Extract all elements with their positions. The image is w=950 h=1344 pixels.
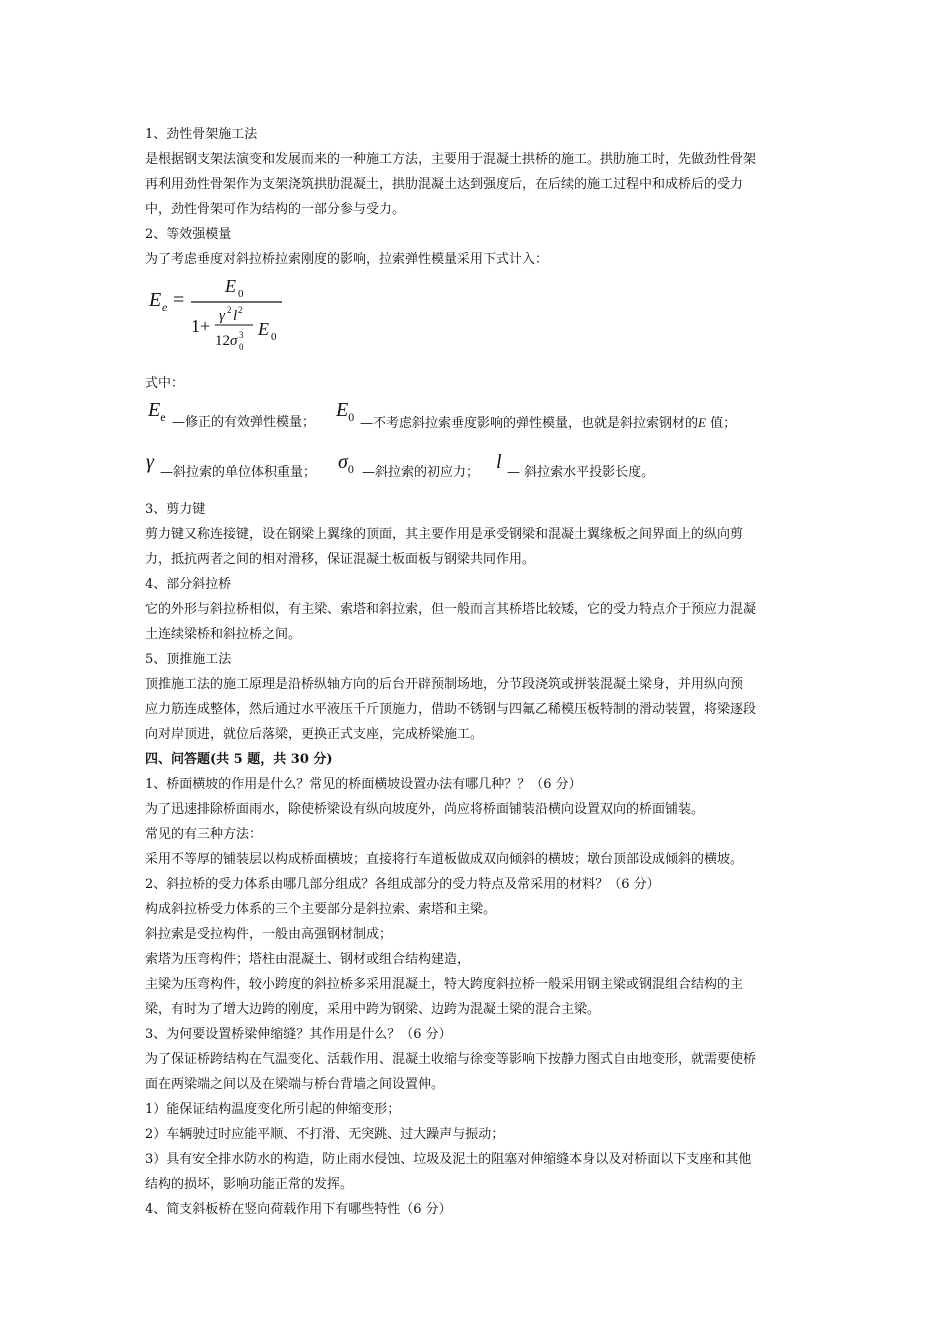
list-item: 2）车辆驶过时应能平顺、不打滑、无突跳、过大躁声与振动； bbox=[145, 1127, 505, 1142]
svg-text:e: e bbox=[162, 300, 168, 314]
svg-text:l: l bbox=[233, 308, 238, 324]
symbol-Ee: $E_e$ bbox=[148, 399, 166, 424]
svg-text:1+: 1+ bbox=[191, 316, 211, 336]
symbol-l: l bbox=[496, 451, 502, 473]
paragraph-line: 为了保证桥跨结构在气温变化、活载作用、混凝土收缩与徐变等影响下按静力图式自由地变形，就需要使桥 bbox=[145, 1052, 757, 1067]
svg-text:E: E bbox=[149, 289, 162, 311]
paragraph-line: 是根据钢支架法演变和发展而来的一种施工方法，主要用于混凝土拱桥的施工。拱肋施工时，先做劲性骨架 bbox=[145, 152, 757, 167]
definition-sigma0: —斜拉索的初应力； bbox=[362, 465, 480, 480]
paragraph-line: 土连续梁桥和斜拉桥之间。 bbox=[145, 627, 302, 642]
paragraph-line: 主梁为压弯构件，较小跨度的斜拉桥多采用混凝土，特大跨度斜拉桥一般采用钢主梁或钢混组合结构的主 bbox=[145, 977, 744, 992]
paragraph-line: 索塔为压弯构件；塔柱由混凝土、钢材或组合结构建造， bbox=[145, 952, 471, 967]
effective-modulus-formula bbox=[145, 272, 295, 362]
definition-Ee: —修正的有效弹性模量； bbox=[172, 415, 316, 430]
section-heading: 5、顶推施工法 bbox=[145, 652, 232, 667]
paragraph-line: 再利用劲性骨架作为支架浇筑拱肋混凝土，拱肋混凝土达到强度后，在后续的施工过程中和成桥后的受力 bbox=[145, 177, 744, 192]
definition-E0: —不考虑斜拉索垂度影响的弹性模量，也就是斜拉索钢材的E 值； bbox=[360, 415, 737, 431]
section-heading: 1、劲性骨架施工法 bbox=[145, 127, 258, 142]
section-heading: 3、剪力键 bbox=[145, 502, 206, 517]
question-line: 3、为何要设置桥梁伸缩缝？其作用是什么？（6 分） bbox=[145, 1027, 452, 1042]
svg-text:=: = bbox=[173, 289, 185, 311]
list-item: 3）具有安全排水防水的构造，防止雨水侵蚀、垃圾及泥土的阻塞对伸缩缝本身以及对桥面以下支座和其他 bbox=[145, 1152, 752, 1167]
paragraph-line: 斜拉索是受拉构件，一般由高强钢材制成； bbox=[145, 927, 393, 942]
svg-text:σ: σ bbox=[230, 333, 238, 349]
paragraph-line: 面在两梁端之间以及在梁端与桥台背墙之间设置伸。 bbox=[145, 1077, 445, 1092]
svg-text:E: E bbox=[258, 319, 269, 339]
part-heading: 四、问答题(共 5 题，共 30 分) bbox=[145, 752, 333, 767]
paragraph-line: 向对岸顶进，就位后落梁，更换正式支座，完成桥梁施工。 bbox=[145, 727, 484, 742]
svg-text:12: 12 bbox=[215, 333, 230, 349]
section-heading: 2、等效强模量 bbox=[145, 227, 232, 242]
list-item: 1）能保证结构温度变化所引起的伸缩变形； bbox=[145, 1102, 401, 1117]
question-line: 2、斜拉桥的受力体系由哪几部分组成？各组成部分的受力特点及常采用的材料？（6 分） bbox=[145, 877, 660, 892]
svg-text:2: 2 bbox=[238, 305, 243, 315]
question-line: 1、桥面横坡的作用是什么？常见的桥面横坡设置办法有哪几种？？（6 分） bbox=[145, 777, 582, 792]
paragraph-line: 顶推施工法的施工原理是沿桥纵轴方向的后台开辟预制场地，分节段浇筑或拼装混凝土梁身，并用纵向预 bbox=[145, 677, 744, 692]
paragraph-line: 常见的有三种方法： bbox=[145, 827, 263, 842]
definition-l: — 斜拉索水平投影长度。 bbox=[507, 465, 655, 480]
symbol-gamma: γ bbox=[146, 451, 154, 473]
paragraph-line: 式中： bbox=[145, 376, 185, 391]
definition-gamma: —斜拉索的单位体积重量； bbox=[160, 465, 317, 480]
paragraph-line: 结构的损坏，影响功能正常的发挥。 bbox=[145, 1177, 354, 1192]
symbol-sigma0: $\sigma_0$ bbox=[338, 451, 354, 476]
symbol-E0: $E_0$ bbox=[336, 399, 355, 424]
svg-text:E: E bbox=[225, 276, 236, 296]
paragraph-line: 中，劲性骨架可作为结构的一部分参与受力。 bbox=[145, 202, 406, 217]
section-heading: 4、部分斜拉桥 bbox=[145, 577, 232, 592]
paragraph-line: 采用不等厚的铺装层以构成桥面横坡；直接将行车道板做成双向倾斜的横坡；墩台顶部设成倾斜的横坡。 bbox=[145, 852, 744, 867]
question-line: 4、简支斜板桥在竖向荷载作用下有哪些特性（6 分） bbox=[145, 1202, 452, 1217]
svg-text:3: 3 bbox=[239, 330, 244, 340]
svg-text:0: 0 bbox=[238, 288, 244, 300]
paragraph-line: 它的外形与斜拉桥相似，有主梁、索塔和斜拉索，但一般而言其桥塔比较矮，它的受力特点介于预应力混凝 bbox=[145, 602, 757, 617]
paragraph-line: 力，抵抗两者之间的相对滑移，保证混凝土板面板与钢梁共同作用。 bbox=[145, 552, 536, 567]
paragraph-line: 应力筋连成整体，然后通过水平液压千斤顶施力，借助不锈钢与四氟乙稀模压板特制的滑动装置，将梁逐段 bbox=[145, 702, 757, 717]
svg-text:0: 0 bbox=[271, 331, 277, 343]
svg-text:γ: γ bbox=[219, 308, 225, 324]
paragraph-line: 为了迅速排除桥面雨水，除使桥梁设有纵向坡度外，尚应将桥面铺装沿横向设置双向的桥面铺装。 bbox=[145, 802, 705, 817]
paragraph-line: 梁，有时为了增大边跨的刚度，采用中跨为钢梁、边跨为混凝土梁的混合主梁。 bbox=[145, 1002, 601, 1017]
paragraph-line: 构成斜拉桥受力体系的三个主要部分是斜拉索、索塔和主梁。 bbox=[145, 902, 497, 917]
svg-text:2: 2 bbox=[227, 305, 232, 315]
paragraph-line: 剪力键又称连接键，设在钢梁上翼缘的顶面，其主要作用是承受钢梁和混凝土翼缘板之间界面上的纵向剪 bbox=[145, 527, 744, 542]
paragraph-line: 为了考虑垂度对斜拉桥拉索刚度的影响，拉索弹性模量采用下式计入： bbox=[145, 252, 549, 267]
svg-text:0: 0 bbox=[239, 342, 244, 352]
